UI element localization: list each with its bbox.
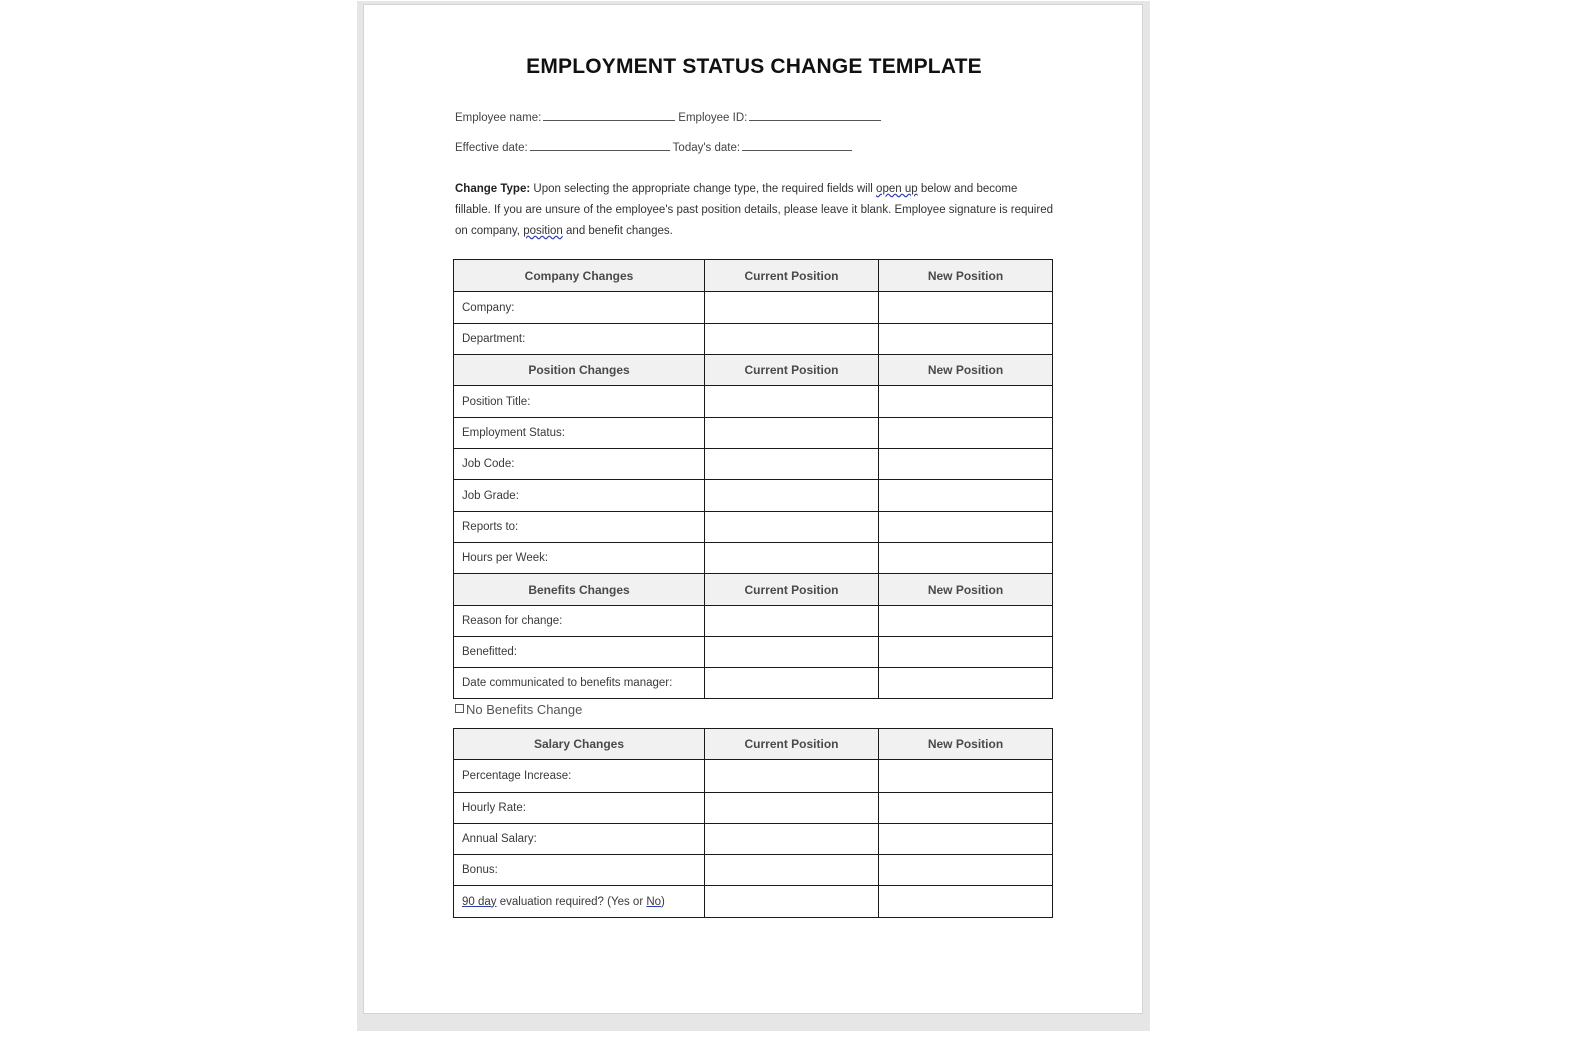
new-value-cell[interactable] bbox=[879, 760, 1053, 793]
new-position-header: New Position bbox=[879, 355, 1053, 386]
document-title: EMPLOYMENT STATUS CHANGE TEMPLATE bbox=[526, 55, 982, 78]
current-value-cell[interactable] bbox=[705, 793, 879, 824]
ninety-day-text: 90 day bbox=[462, 895, 497, 908]
changes-table bbox=[453, 259, 1053, 699]
company-header-row bbox=[454, 260, 1053, 292]
intro-spell-1: open up bbox=[876, 183, 918, 195]
new-position-header: New Position bbox=[879, 574, 1053, 606]
new-value-cell[interactable] bbox=[879, 386, 1053, 418]
position-changes-header: Position Changes bbox=[454, 355, 705, 386]
new-value-cell[interactable] bbox=[879, 793, 1053, 824]
current-value-cell[interactable] bbox=[705, 855, 879, 886]
employee-fields-row bbox=[455, 108, 884, 124]
table-row bbox=[454, 824, 1053, 855]
intro-text-1: Upon selecting the appropriate change type, the required fields will bbox=[530, 183, 877, 195]
current-value-cell[interactable] bbox=[705, 386, 879, 418]
table-row bbox=[454, 543, 1053, 574]
new-value-cell[interactable] bbox=[879, 824, 1053, 855]
company-changes-header: Company Changes bbox=[454, 260, 705, 292]
table-row bbox=[454, 292, 1053, 324]
benefits-changes-header: Benefits Changes bbox=[454, 574, 705, 606]
salary-changes-table bbox=[453, 728, 1053, 918]
current-position-header: Current Position bbox=[705, 260, 879, 292]
change-type-instructions bbox=[455, 179, 1055, 242]
current-position-header: Current Position bbox=[705, 355, 879, 386]
todays-date-field[interactable] bbox=[742, 138, 852, 151]
table-row bbox=[454, 449, 1053, 480]
table-row bbox=[454, 480, 1053, 512]
row-label bbox=[454, 886, 705, 918]
new-value-cell[interactable] bbox=[879, 418, 1053, 449]
effective-date-label: Effective date: bbox=[455, 142, 528, 154]
new-value-cell[interactable] bbox=[879, 606, 1053, 637]
table-row bbox=[454, 760, 1053, 793]
new-value-cell[interactable] bbox=[879, 480, 1053, 512]
new-value-cell[interactable] bbox=[879, 637, 1053, 668]
benefits-header-row bbox=[454, 574, 1053, 606]
salary-header-row bbox=[454, 729, 1053, 760]
intro-spell-2: position bbox=[523, 225, 563, 237]
employee-name-label: Employee name: bbox=[455, 112, 542, 124]
no-benefits-checkbox[interactable] bbox=[455, 704, 464, 713]
table-row bbox=[454, 418, 1053, 449]
salary-changes-header: Salary Changes bbox=[454, 729, 705, 760]
row-label: Reason for change: bbox=[454, 606, 705, 637]
new-value-cell[interactable] bbox=[879, 324, 1053, 355]
close-paren-text: ) bbox=[661, 895, 665, 908]
table-row bbox=[454, 668, 1053, 699]
evaluation-text: evaluation required? (Yes or bbox=[496, 895, 647, 908]
no-benefits-label: No Benefits Change bbox=[466, 702, 583, 717]
effective-date-field[interactable] bbox=[530, 138, 670, 151]
new-position-header: New Position bbox=[879, 260, 1053, 292]
new-value-cell[interactable] bbox=[879, 668, 1053, 699]
row-label: Annual Salary: bbox=[454, 824, 705, 855]
new-value-cell[interactable] bbox=[879, 512, 1053, 543]
current-value-cell[interactable] bbox=[705, 760, 879, 793]
row-label: Percentage Increase: bbox=[454, 760, 705, 793]
table-row bbox=[454, 637, 1053, 668]
intro-text-3: and benefit changes. bbox=[562, 225, 673, 237]
row-label: Bonus: bbox=[454, 855, 705, 886]
table-row bbox=[454, 886, 1053, 918]
table-row bbox=[454, 606, 1053, 637]
row-label: Company: bbox=[454, 292, 705, 324]
change-type-label: Change Type: bbox=[455, 183, 531, 195]
new-value-cell[interactable] bbox=[879, 855, 1053, 886]
row-label: Hourly Rate: bbox=[454, 793, 705, 824]
row-label: Department: bbox=[454, 324, 705, 355]
new-value-cell[interactable] bbox=[879, 543, 1053, 574]
current-value-cell[interactable] bbox=[705, 824, 879, 855]
row-label: Hours per Week: bbox=[454, 543, 705, 574]
current-value-cell[interactable] bbox=[705, 606, 879, 637]
document-page bbox=[363, 4, 1143, 1014]
table-row bbox=[454, 793, 1053, 824]
new-position-header: New Position bbox=[879, 729, 1053, 760]
table-row bbox=[454, 386, 1053, 418]
employee-name-field[interactable] bbox=[543, 108, 675, 121]
date-fields-row bbox=[455, 138, 855, 154]
current-value-cell[interactable] bbox=[705, 543, 879, 574]
table-row bbox=[454, 324, 1053, 355]
row-label: Job Code: bbox=[454, 449, 705, 480]
new-value-cell[interactable] bbox=[879, 449, 1053, 480]
row-label: Employment Status: bbox=[454, 418, 705, 449]
table-row bbox=[454, 512, 1053, 543]
table-row bbox=[454, 855, 1053, 886]
new-value-cell[interactable] bbox=[879, 886, 1053, 918]
current-value-cell[interactable] bbox=[705, 449, 879, 480]
row-label: Job Grade: bbox=[454, 480, 705, 512]
row-label: Benefitted: bbox=[454, 637, 705, 668]
no-benefits-change-option[interactable] bbox=[455, 702, 582, 717]
position-header-row bbox=[454, 355, 1053, 386]
current-value-cell[interactable] bbox=[705, 512, 879, 543]
todays-date-label: Today's date: bbox=[672, 142, 741, 154]
no-text: No bbox=[646, 895, 662, 908]
intro-text-2: below and become fillable. If you are unsure of the employee's past position details, please leave it blank. Employee signature is required on company, bbox=[455, 183, 1053, 237]
current-position-header: Current Position bbox=[705, 729, 879, 760]
row-label: Reports to: bbox=[454, 512, 705, 543]
current-value-cell[interactable] bbox=[705, 418, 879, 449]
current-value-cell[interactable] bbox=[705, 292, 879, 324]
current-position-header: Current Position bbox=[705, 574, 879, 606]
new-value-cell[interactable] bbox=[879, 292, 1053, 324]
current-value-cell[interactable] bbox=[705, 637, 879, 668]
employee-id-label: Employee ID: bbox=[678, 112, 748, 124]
current-value-cell[interactable] bbox=[705, 668, 879, 699]
row-label: Date communicated to benefits manager: bbox=[454, 668, 705, 699]
employee-id-field[interactable] bbox=[749, 108, 881, 121]
current-value-cell[interactable] bbox=[705, 480, 879, 512]
row-label: Position Title: bbox=[454, 386, 705, 418]
current-value-cell[interactable] bbox=[705, 324, 879, 355]
current-value-cell[interactable] bbox=[705, 886, 879, 918]
